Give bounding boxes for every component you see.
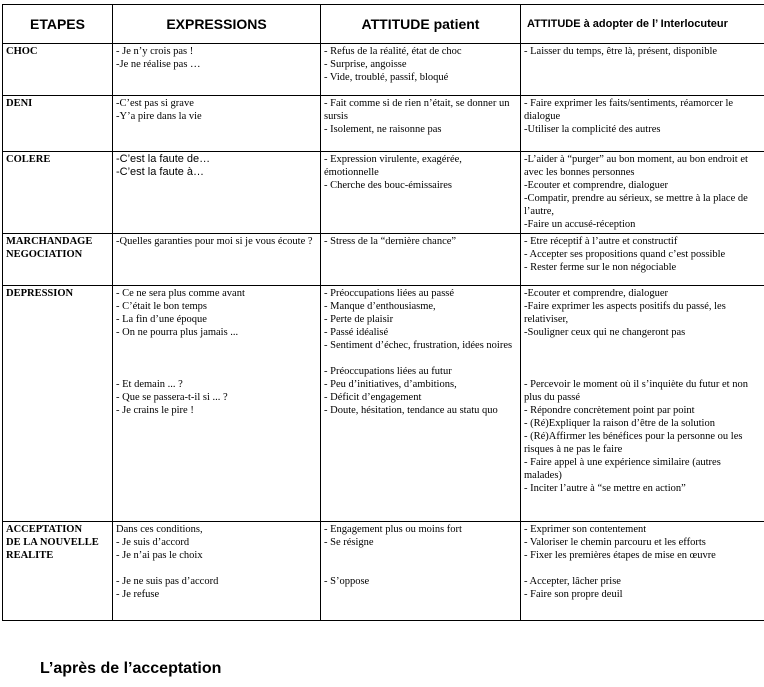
line: - Fixer les premières étapes de mise en œuvre [524, 550, 716, 561]
line: - Je refuse [116, 589, 160, 600]
line: - Peu d’initiatives, d’ambitions, [324, 379, 457, 390]
line: -Ecouter et comprendre, dialoguer [524, 180, 669, 191]
patient-marchandage [321, 234, 521, 286]
line: -C’est la faute de… [116, 153, 211, 165]
row-depression [3, 286, 764, 522]
patient-deni [321, 96, 521, 152]
expressions-colere [113, 152, 321, 234]
patient-acceptation [321, 522, 521, 621]
line: - Passé idéalisé [324, 327, 389, 338]
line: - Perte de plaisir [324, 314, 394, 325]
line: - Faire exprimer les faits/sentiments, réamorcer le dialogue [524, 98, 734, 122]
line: - S’oppose [324, 576, 370, 587]
row-deni [3, 96, 764, 152]
section-title: L’après de l’acceptation [40, 660, 222, 677]
line: - (Ré)Expliquer la raison d’être de la solution [524, 418, 715, 429]
line: - Rester ferme sur le non négociable [524, 262, 677, 273]
line: - Cherche des bouc-émissaires [324, 180, 452, 191]
line: - Laisser du temps, être là, présent, disponible [524, 46, 718, 57]
etape-line: REALITE [6, 550, 54, 561]
line: -Faire un accusé-réception [524, 219, 636, 230]
line: - Et demain ... ? [116, 379, 183, 390]
line: - Ce ne sera plus comme avant [116, 288, 245, 299]
patient-depression [321, 286, 521, 522]
etape-line: NEGOCIATION [6, 249, 83, 260]
line: - Accepter ses propositions quand c’est possible [524, 249, 726, 260]
line: - Je crains le pire ! [116, 405, 194, 416]
line: - La fin d’une époque [116, 314, 207, 325]
line: - Préoccupations liées au futur [324, 366, 452, 377]
stages-table [2, 4, 764, 621]
line: - Faire appel à une expérience similaire (autres malades) [524, 457, 721, 481]
line: - Exprimer son contentement [524, 524, 647, 535]
header-expressions: EXPRESSIONS [113, 5, 321, 44]
etape-line: ACCEPTATION [6, 524, 83, 535]
line: - Je n’y crois pas ! [116, 46, 194, 57]
interlocuteur-depression [521, 286, 764, 522]
header-row [3, 5, 764, 44]
interlocuteur-deni [521, 96, 764, 152]
line: - Se résigne [324, 537, 374, 548]
row-acceptation [3, 522, 764, 621]
line: - Fait comme si de rien n’était, se donner un sursis [324, 98, 510, 122]
line: - Manque d’enthousiasme, [324, 301, 436, 312]
expressions-acceptation [113, 522, 321, 621]
row-colere [3, 152, 764, 234]
line: - Je suis d’accord [116, 537, 190, 548]
line: -C’est pas si grave [116, 98, 194, 109]
line: - Refus de la réalité, état de choc [324, 46, 462, 57]
line: - (Ré)Affirmer les bénéfices pour la personne ou les risques à ne pas le faire [524, 431, 743, 455]
line: -L’aider à “purger” au bon moment, au bon endroit et avec les bonnes personnes [524, 154, 748, 178]
line: - Isolement, ne raisonne pas [324, 124, 442, 135]
line: - Déficit d’engagement [324, 392, 422, 403]
line: - Vide, troublé, passif, bloqué [324, 72, 449, 83]
line: -Utiliser la complicité des autres [524, 124, 661, 135]
expressions-depression [113, 286, 321, 522]
line: - Sentiment d’échec, frustration, idées noires [324, 340, 513, 351]
line: - Inciter l’autre à “se mettre en action” [524, 483, 686, 494]
interlocuteur-choc [521, 44, 764, 96]
header-attitude-patient: ATTITUDE patient [321, 5, 521, 44]
line: - Que se passera-t-il si ... ? [116, 392, 228, 403]
interlocuteur-marchandage [521, 234, 764, 286]
line: Dans ces conditions, [116, 524, 203, 535]
line: - Préoccupations liées au passé [324, 288, 455, 299]
line: - Répondre concrètement point par point [524, 405, 695, 416]
line: - Surprise, angoisse [324, 59, 407, 70]
line: - Percevoir le moment où il s’inquiète du futur et non plus du passé [524, 379, 748, 403]
line: - Engagement plus ou moins fort [324, 524, 462, 535]
header-attitude-interlocuteur: ATTITUDE à adopter de l’ Interlocuteur [521, 5, 764, 44]
line: -Je ne réalise pas … [116, 59, 201, 70]
line: -Faire exprimer les aspects positifs du passé, les relativiser, [524, 301, 726, 325]
line: - C’était le bon temps [116, 301, 207, 312]
interlocuteur-acceptation [521, 522, 764, 621]
etape-colere: COLERE [3, 152, 113, 234]
line: - Stress de la “dernière chance” [324, 236, 457, 247]
etape-depression: DEPRESSION [3, 286, 113, 522]
line: -Y’a pire dans la vie [116, 111, 202, 122]
line: - Doute, hésitation, tendance au statu quo [324, 405, 498, 416]
etape-line: DE LA NOUVELLE [6, 537, 99, 548]
line: - Je n’ai pas le choix [116, 550, 203, 561]
line: -Compatir, prendre au sérieux, se mettre à la place de l’autre, [524, 193, 748, 217]
interlocuteur-colere [521, 152, 764, 234]
line: - Faire son propre deuil [524, 589, 623, 600]
line: - On ne pourra plus jamais ... [116, 327, 239, 338]
line: - Valoriser le chemin parcouru et les efforts [524, 537, 706, 548]
line: - Expression virulente, exagérée, émotionnelle [324, 154, 462, 178]
etape-marchandage [3, 234, 113, 286]
expressions-marchandage [113, 234, 321, 286]
line: -Souligner ceux qui ne changeront pas [524, 327, 686, 338]
line: - Je ne suis pas d’accord [116, 576, 219, 587]
etape-line: MARCHANDAGE [6, 236, 93, 247]
row-marchandage [3, 234, 764, 286]
etape-deni: DENI [3, 96, 113, 152]
expressions-deni [113, 96, 321, 152]
row-choc [3, 44, 764, 96]
line: -C’est la faute à… [116, 166, 205, 178]
etape-acceptation [3, 522, 113, 621]
line: -Quelles garanties pour moi si je vous écoute ? [116, 236, 313, 247]
line: -Ecouter et comprendre, dialoguer [524, 288, 669, 299]
patient-colere [321, 152, 521, 234]
expressions-choc [113, 44, 321, 96]
etape-choc: CHOC [3, 44, 113, 96]
line: - Accepter, lâcher prise [524, 576, 621, 587]
line: - Etre réceptif à l’autre et constructif [524, 236, 678, 247]
patient-choc [321, 44, 521, 96]
header-etapes: ETAPES [3, 5, 113, 44]
